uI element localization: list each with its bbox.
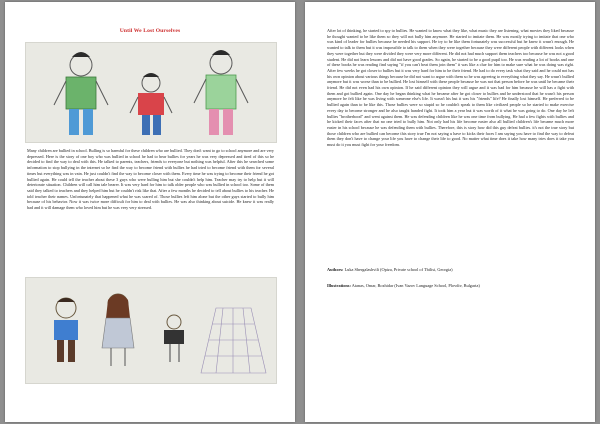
illustration-children-and-grid [25, 277, 277, 384]
right-page [305, 2, 595, 422]
illustration-three-figures [25, 42, 277, 143]
authors-label: Authors: [327, 267, 344, 272]
authors-value: Luka Shergalashvili (Opiza, Private school of Tbilisi, Georgia) [344, 267, 453, 272]
illustrations-label: Illustrations: [327, 283, 351, 288]
authors-line [327, 267, 574, 272]
story-title: Until We Lost Ourselves [119, 28, 181, 34]
story-text-part-2: After lot of thinking, he started to spy to bullies. He wanted to know what they like, what music they are listening, what movies they liked because he thought wanted to be like them so they will not bully him anymore. He started to imitate them. He was mostly trying to imitate that one who was kind of leader for bullies because he needed his support. He try to be like them fortunately was successful but he knew it wasn't enough. He wanted to talk to them but it was impossible to talk to them when they were together because they were different people with different looks when they were together but they were divided they were very more different. He did not had much support them teachers too because he was not a good student. He did not learn lessons and did not have good grades. So again, he started to be a good pupil too. He was reading a lot of books and one of these books he was reading find saying "if you can't beat them join them" it was like a clue for him to make sure what he was doing was right. After few weeks he got closer to bullies but it was very hard for him to be their friend. He had to do every task what they said and he could not has his own opinion about various things because he did not want to argue with them so he was agreeing to everything what they say. He wasn't bullied anymore but it was worse than to be bullied. He lost himself with these people because he was not that person before he was until he became their friend. He did not even had his own opinion. If he said different opinion they will argue and it was bad for him because he will has a fight with them and got bullied again. One day he began thinking what he became after he got closer to bullies and he understood that he wasn't his person anymore he felt like he was living with someone else's life. It wasn't his but it was his "friends" life? He finally lost himself. He preferred to be bullied again than to be like this. Those bullies were so stupid so he couldn't speak to them like civilized people so he started to make exercise every day to become stronger and he also taught handed fight. It took him a year but it was worth of it what he was going to do. One day he left bullies "brotherhood" and went against them. He was defending children like he was one time from bullying. He had a few fights with bullies and he kicked their faces after that no one tried to bully him. Not only had his life become easier also all bullied children's life became much more easier in his school because he was defending them with bullies. Therefore, this is story how did this guy defeat bullies. it's not the true story but those children who are bullied can become this story true I'm not saying u have to kicks their faces I am saying you have to find the way to defeat them they don't have to change your life you have to change their life to good. No matter what time does it take how many tries does it take you must do it you must fight for your freedom. [327, 28, 574, 148]
left-page [5, 2, 295, 422]
illustrations-line [327, 283, 574, 288]
story-text-part-1: Many children are bullied in school. Bulling is so harmful for these children who are bullied. They don't want to go to school anymore and are very depressed. Here is the story of one boy who was bullied in school he had to bear bullies for years he was very depressed and tired of this so he decided to find the way to deal with this. He talked to parents, teachers, friends to everyone but nothing was helpful. After this he searched some information to stop bullying in the internet so he find the way to become friend with bullies he had tried to become friend with them for several times but everything was in vain. He just couldn't find the way to become closer with them. Every time he was trying to become their friend he got bullied again. He could tell the teacher about these 3 guys who were bulling him but she couldn't help him. Teacher may try to help but it will deteriorate situation. Children will call him tale bearer. It was very hard for him to talk older people who was bullied in school too. Some of them said they talked to teachers and they helped him but he couldn't risk like that. After a few months he decided to tell about bullies to his teacher. He told teacher their names. Unfortunately that happened what he was scared of. Those bullies left him alone but the other guys started to bully him because of his behavior. Now it was twice more difficult for him to deal with bullies. He was also thinking about suicide. He knew it was really bad and it will damage them who loved him but he was very very stressed. [27, 148, 274, 211]
illustrations-value: Atanas, Omar, Bozhidar (Ivan Vazov Language School, Plovdiv, Bulgaria) [351, 283, 480, 288]
